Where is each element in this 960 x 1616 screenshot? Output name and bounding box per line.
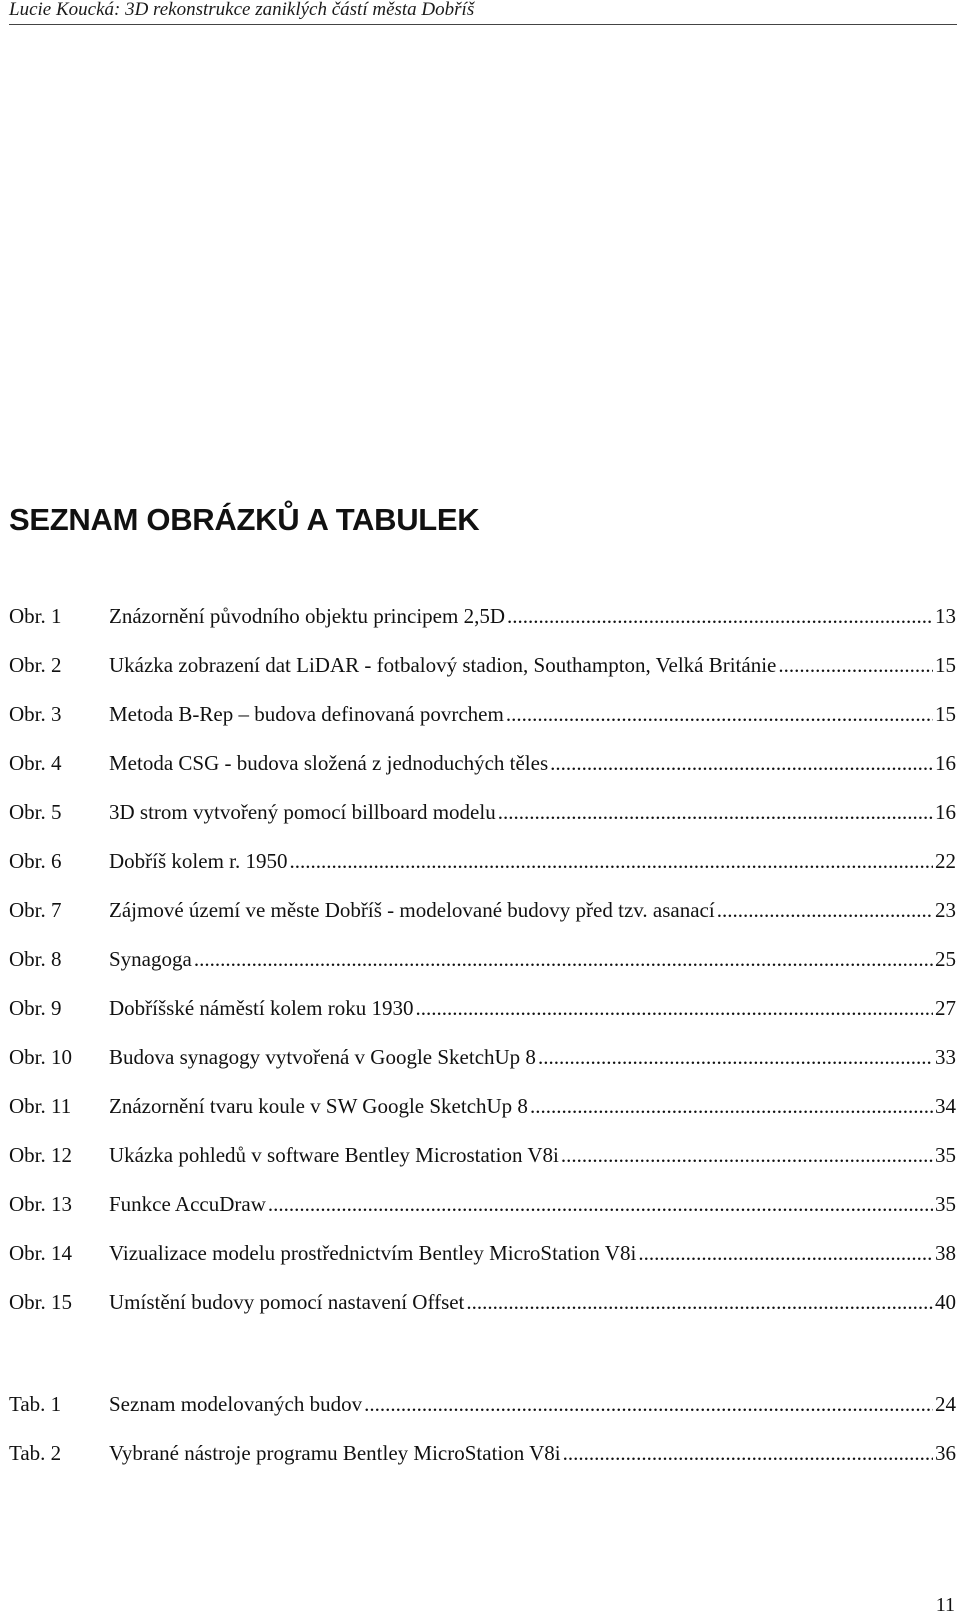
entry-title-line: [109, 800, 956, 824]
entry-label: Obr. 10: [9, 1045, 72, 1069]
dot-leader: [550, 751, 933, 775]
entry-page-number: 40: [935, 1290, 956, 1314]
entry-page-number: 27: [935, 996, 956, 1020]
entry-label: Obr. 3: [9, 702, 62, 726]
entry-label: Tab. 1: [9, 1392, 62, 1416]
dot-leader: [364, 1392, 933, 1416]
figure-entry[interactable]: [9, 898, 956, 947]
entry-label: Obr. 15: [9, 1290, 72, 1314]
entry-title-line: [109, 1192, 956, 1216]
entry-label: Obr. 9: [9, 996, 62, 1020]
entry-label: Obr. 1: [9, 604, 62, 628]
entry-title-line: [109, 1045, 956, 1069]
dot-leader: [506, 702, 933, 726]
entry-title: Znázornění tvaru koule v SW Google SketchUp 8: [109, 1094, 528, 1118]
list-of-figures: [9, 604, 956, 1339]
entry-page-number: 16: [935, 800, 956, 824]
dot-leader: [415, 996, 933, 1020]
entry-label: Obr. 11: [9, 1094, 72, 1118]
entry-title-line: [109, 1241, 956, 1265]
entry-page-number: 23: [935, 898, 956, 922]
entry-title: Dobříšské náměstí kolem roku 1930: [109, 996, 414, 1020]
entry-page-number: 35: [935, 1192, 956, 1216]
entry-title: Dobříš kolem r. 1950: [109, 849, 288, 873]
figure-entry[interactable]: [9, 1290, 956, 1339]
table-entry[interactable]: [9, 1441, 956, 1490]
dot-leader: [778, 653, 933, 677]
figure-entry[interactable]: [9, 947, 956, 996]
entry-page-number: 15: [935, 702, 956, 726]
figure-entry[interactable]: [9, 604, 956, 653]
entry-page-number: 38: [935, 1241, 956, 1265]
entry-page-number: 33: [935, 1045, 956, 1069]
entry-title: Zájmové území ve měste Dobříš - modelované budovy před tzv. asanací: [109, 898, 715, 922]
dot-leader: [498, 800, 933, 824]
dot-leader: [538, 1045, 933, 1069]
entry-title: Ukázka zobrazení dat LiDAR - fotbalový stadion, Southampton, Velká Británie: [109, 653, 777, 677]
list-of-tables: [9, 1392, 956, 1490]
entry-title-line: [109, 702, 956, 726]
entry-title: Metoda CSG - budova složená z jednoduchých těles: [109, 751, 549, 775]
entry-page-number: 13: [935, 604, 956, 628]
dot-leader: [530, 1094, 933, 1118]
entry-label: Obr. 14: [9, 1241, 72, 1265]
dot-leader: [507, 604, 933, 628]
page-title: SEZNAM OBRÁZKŮ A TABULEK: [9, 502, 480, 537]
entry-title: 3D strom vytvořený pomocí billboard modelu: [109, 800, 496, 824]
dot-leader: [561, 1143, 933, 1167]
entry-page-number: 35: [935, 1143, 956, 1167]
dot-leader: [194, 947, 933, 971]
entry-page-number: 34: [935, 1094, 956, 1118]
dot-leader: [268, 1192, 933, 1216]
figure-entry[interactable]: [9, 800, 956, 849]
figure-entry[interactable]: [9, 1241, 956, 1290]
entry-title: Vybrané nástroje programu Bentley MicroStation V8i: [109, 1441, 561, 1465]
table-entry[interactable]: [9, 1392, 956, 1441]
entry-title-line: [109, 849, 956, 873]
dot-leader: [638, 1241, 933, 1265]
entry-label: Obr. 12: [9, 1143, 72, 1167]
entry-title-line: [109, 604, 956, 628]
entry-label: Obr. 2: [9, 653, 62, 677]
figure-entry[interactable]: [9, 1192, 956, 1241]
figure-entry[interactable]: [9, 996, 956, 1045]
figure-entry[interactable]: [9, 751, 956, 800]
entry-title: Seznam modelovaných budov: [109, 1392, 363, 1416]
running-header: [9, 0, 957, 25]
entry-page-number: 22: [935, 849, 956, 873]
entry-label: Obr. 13: [9, 1192, 72, 1216]
entry-page-number: 16: [935, 751, 956, 775]
entry-title: Budova synagogy vytvořená v Google SketchUp 8: [109, 1045, 536, 1069]
dot-leader: [290, 849, 934, 873]
entry-label: Obr. 8: [9, 947, 62, 971]
entry-label: Obr. 7: [9, 898, 62, 922]
entry-title: Metoda B-Rep – budova definovaná povrchem: [109, 702, 504, 726]
entry-title: Umístění budovy pomocí nastavení Offset: [109, 1290, 465, 1314]
entry-title: Znázornění původního objektu principem 2,5D: [109, 604, 505, 628]
entry-title-line: [109, 947, 956, 971]
entry-label: Obr. 6: [9, 849, 62, 873]
entry-title-line: [109, 1143, 956, 1167]
entry-title-line: [109, 653, 956, 677]
entry-title: Funkce AccuDraw: [109, 1192, 266, 1216]
entry-title-line: [109, 751, 956, 775]
entry-title-line: [109, 996, 956, 1020]
dot-leader: [563, 1441, 933, 1465]
figure-entry[interactable]: [9, 702, 956, 751]
dot-leader: [466, 1290, 933, 1314]
entry-title-line: [109, 1441, 956, 1465]
entry-title: Vizualizace modelu prostřednictvím Bentley MicroStation V8i: [109, 1241, 637, 1265]
running-header-title: Lucie Koucká: 3D rekonstrukce zaniklých částí města Dobříš: [9, 0, 475, 20]
entry-title-line: [109, 1094, 956, 1118]
entry-title: Synagoga: [109, 947, 192, 971]
figure-entry[interactable]: [9, 849, 956, 898]
page-number: 11: [935, 1594, 955, 1616]
entry-page-number: 36: [935, 1441, 956, 1465]
entry-page-number: 25: [935, 947, 956, 971]
figure-entry[interactable]: [9, 653, 956, 702]
entry-title-line: [109, 898, 956, 922]
entry-page-number: 15: [935, 653, 956, 677]
figure-entry[interactable]: [9, 1045, 956, 1094]
entry-label: Obr. 4: [9, 751, 62, 775]
entry-label: Tab. 2: [9, 1441, 62, 1465]
entry-title-line: [109, 1290, 956, 1314]
dot-leader: [717, 898, 933, 922]
figure-entry[interactable]: [9, 1094, 956, 1143]
entry-title: Ukázka pohledů v software Bentley Microstation V8i: [109, 1143, 559, 1167]
entry-page-number: 24: [935, 1392, 956, 1416]
entry-label: Obr. 5: [9, 800, 62, 824]
figure-entry[interactable]: [9, 1143, 956, 1192]
entry-title-line: [109, 1392, 956, 1416]
